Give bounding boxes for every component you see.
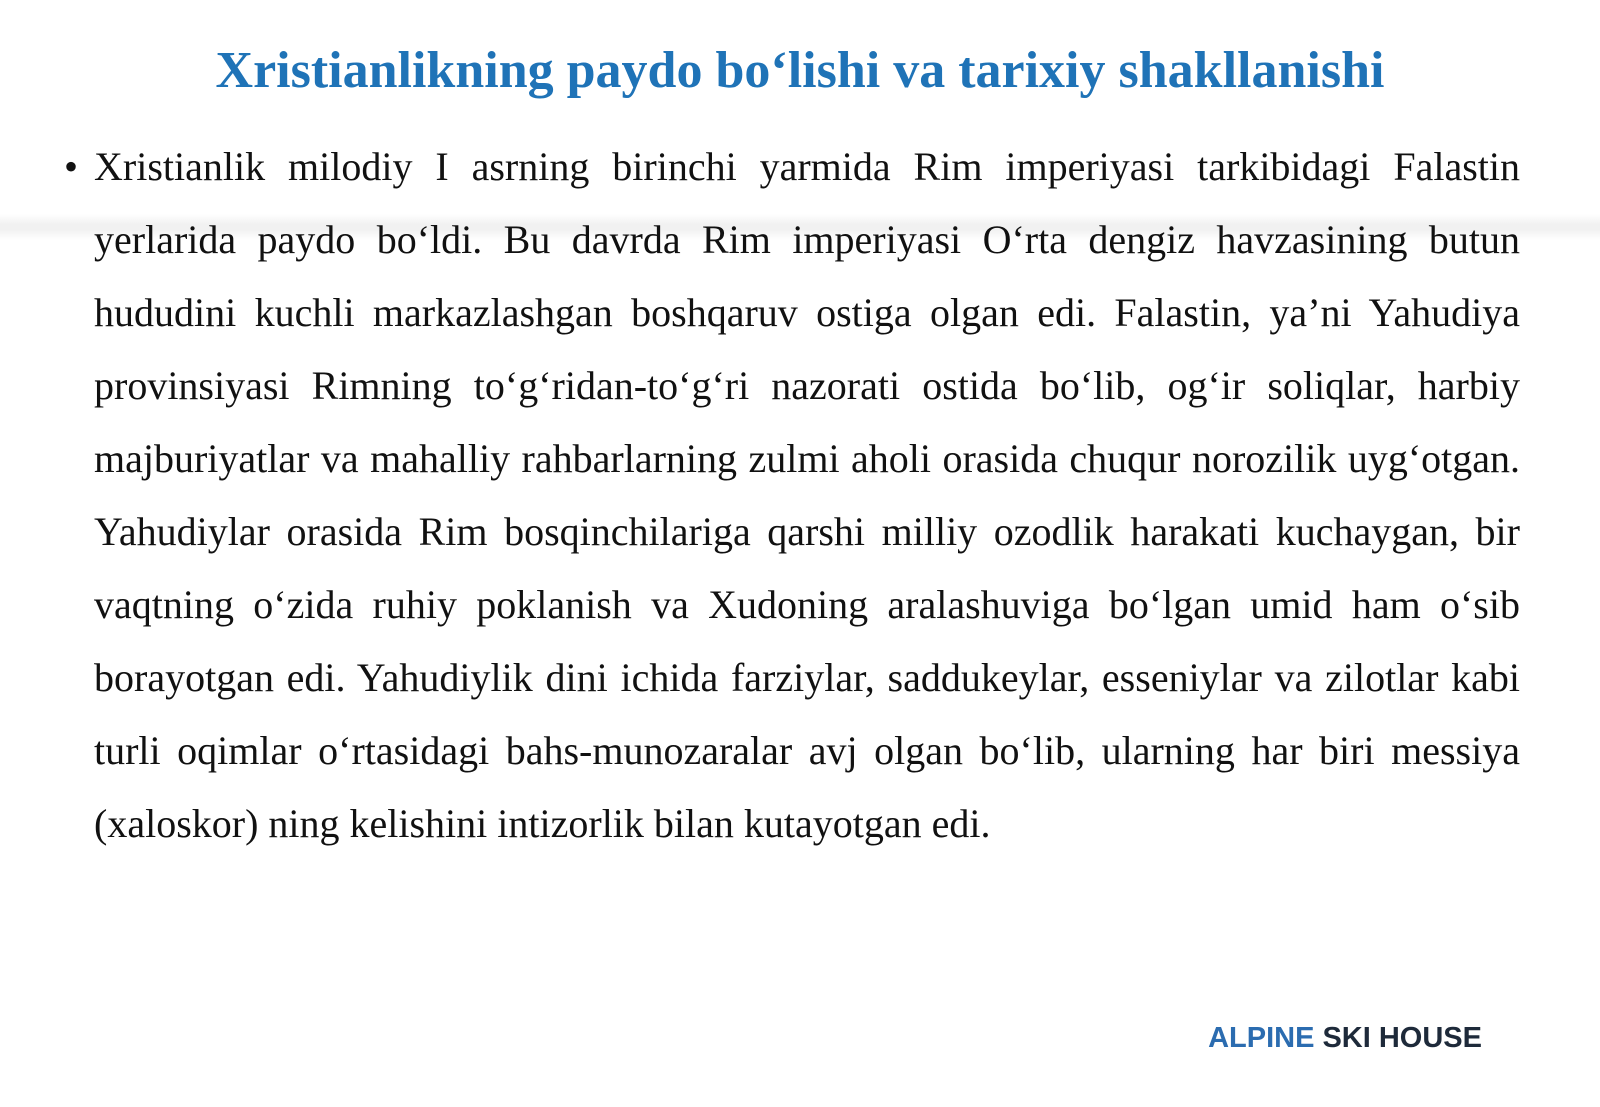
slide-title: Xristianlikning paydo bo‘lishi va tarixiy shakllanishi — [215, 42, 1385, 99]
bullet-icon: • — [64, 144, 79, 189]
bullet-item — [60, 130, 1520, 860]
bullet-text: Xristianlik milodiy I asrning birinchi yarmida Rim imperiyasi tarkibidagi Falastin yerlarida paydo bo‘ldi. Bu davrda Rim imperiyasi O‘rta dengiz havzasining butun hududini kuchli markazlashgan boshqaruv ostiga olgan edi. Falastin, ya’ni Yahudiya provinsiyasi Rimning to‘g‘ridan-to‘g‘ri nazorati ostida bo‘lib, og‘ir soliqlar, harbiy majburiyatlar va mahalliy rahbarlarning zulmi aholi orasida chuqur norozilik uyg‘otgan. Yahudiylar orasida Rim bosqinchilariga qarshi milliy ozodlik harakati kuchaygan, bir vaqtning o‘zida ruhiy poklanish va Xudoning aralashuviga bo‘lgan umid ham o‘sib borayotgan edi. Yahudiylik dini ichida farziylar, saddukeylar, esseniylar va zilotlar kabi turli oqimlar o‘rtasidagi bahs-munozaralar avj olgan bo‘lib, ularning har biri messiya (xaloskor) ning kelishini intizorlik bilan kutayotgan edi. — [94, 144, 1520, 846]
brand-name-second: SKI HOUSE — [1322, 1022, 1482, 1054]
brand-name-first: ALPINE — [1208, 1022, 1315, 1054]
brand-logo — [1208, 1020, 1482, 1056]
slide-body — [60, 130, 1520, 860]
